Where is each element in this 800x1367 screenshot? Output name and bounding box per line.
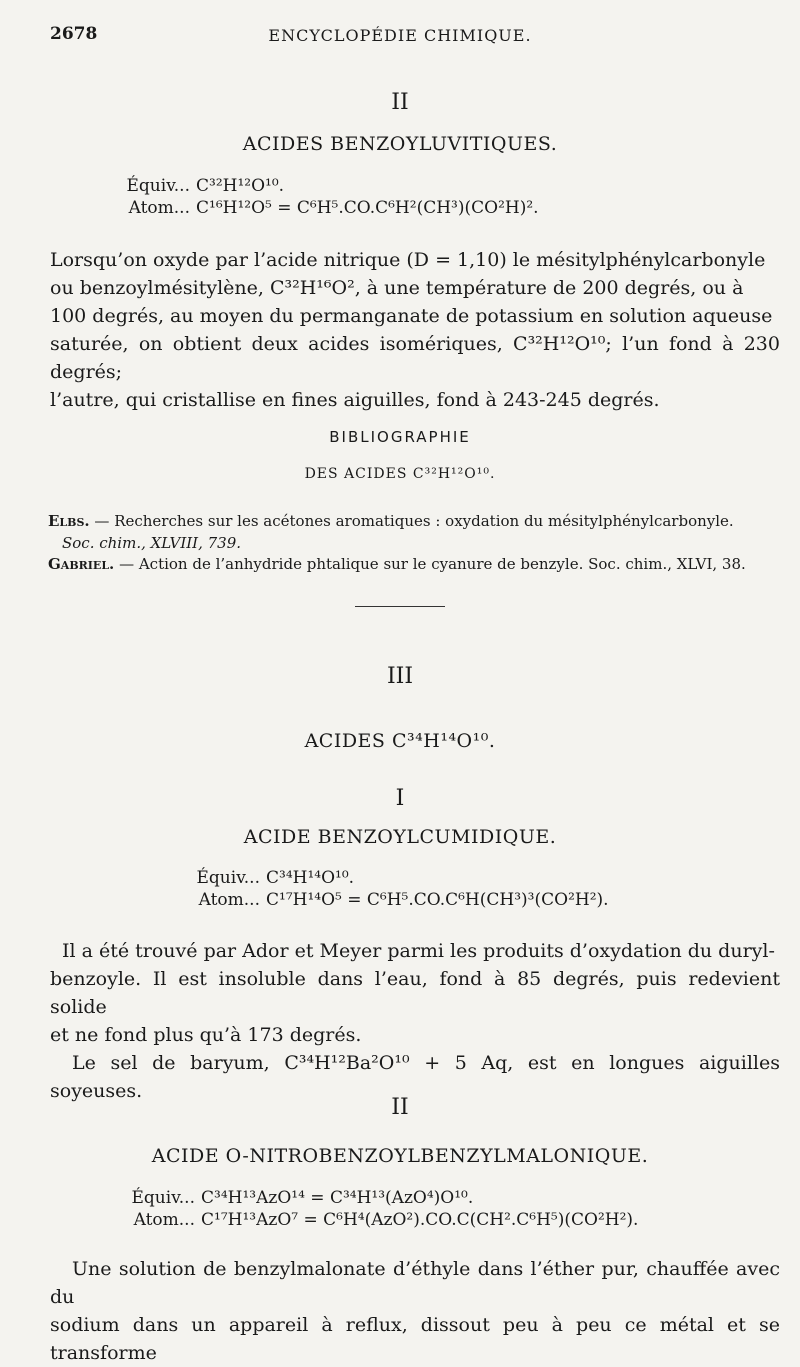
equiv-label: Équiv... [131,1188,195,1208]
equiv-label: Équiv... [196,868,260,888]
page-number: 2678 [50,24,98,44]
atom-label: Atom... [198,890,260,910]
section-title: ACIDES BENZOYLUVITIQUES. [242,133,558,155]
reference-text: — Recherches sur les acétones aromatiques : oxydation du mésitylphénylcarbonyle. [94,512,734,530]
page-header [0,22,800,52]
reference-source: Soc. chim., XLVIII, 739. [62,534,242,552]
atom-formula: C¹⁷H¹³AzO⁷ = C⁶H⁴(AzO²).CO.C(CH².C⁶H⁵)(CO²H²). [201,1210,639,1230]
subsection-numeral: I [395,786,405,811]
reference-author: Gabriel. [48,555,115,573]
paragraph-line: saturée, on obtient deux acides isomériques, C³²H¹²O¹⁰; l’un fond à 230 degrés; [50,333,780,383]
bibliography-subtitle: DES ACIDES C³²H¹²O¹⁰. [304,466,496,482]
running-title: ENCYCLOPÉDIE CHIMIQUE. [268,26,532,45]
paragraph-line: 100 degrés, au moyen du permanganate de potassium en solution aqueuse [50,305,773,327]
section-title: ACIDES C³⁴H¹⁴O¹⁰. [304,730,496,752]
paragraph-line: Il a été trouvé par Ador et Meyer parmi les produits d’oxydation du duryl- [62,940,775,962]
atom-formula: C¹⁶H¹²O⁵ = C⁶H⁵.CO.C⁶H²(CH³)(CO²H)². [196,198,539,218]
formula-block [95,1187,638,1231]
section-numeral: II [391,90,409,115]
paragraph-line: Lorsqu’on oxyde par l’acide nitrique (D = 1,10) le mésitylphénylcarbonyle [50,249,766,271]
atom-label: Atom... [128,198,190,218]
equiv-formula: C³⁴H¹⁴O¹⁰. [266,868,355,888]
reference-elbs [48,510,783,554]
paragraph-line: et ne fond plus qu’à 173 degrés. [50,1024,362,1046]
equiv-formula: C³²H¹²O¹⁰. [196,176,285,196]
subsection-numeral: II [391,1095,409,1120]
equiv-formula: C³⁴H¹³AzO¹⁴ = C³⁴H¹³(AzO⁴)O¹⁰. [201,1188,474,1208]
paragraph-line: ou benzoylmésitylène, C³²H¹⁶O², à une température de 200 degrés, ou à [50,277,744,299]
paragraph-line: benzoyle. Il est insoluble dans l’eau, fond à 85 degrés, puis redevient solide [50,968,780,1018]
formula-block [160,867,609,911]
paragraph [50,1255,780,1367]
reference-text: — Action de l’anhydride phtalique sur le cyanure de benzyle. Soc. chim., XLVI, 38. [119,555,746,573]
reference-gabriel [48,553,783,575]
paragraph [50,937,780,1105]
subsection-title: ACIDE O-NITROBENZOYLBENZYLMALONIQUE. [151,1145,649,1167]
subsection-title: ACIDE BENZOYLCUMIDIQUE. [243,826,557,848]
paragraph-line: l’autre, qui cristallise en fines aiguilles, fond à 243-245 degrés. [50,389,660,411]
section-numeral: III [386,664,414,689]
atom-formula: C¹⁷H¹⁴O⁵ = C⁶H⁵.CO.C⁶H(CH³)³(CO²H²). [266,890,609,910]
reference-author: Elbs. [48,512,90,530]
formula-block [90,175,539,219]
bibliography-title: BIBLIOGRAPHIE [329,428,471,446]
paragraph-line: sodium dans un appareil à reflux, dissout peu à peu ce métal et se transforme [50,1314,780,1364]
paragraph-line: Une solution de benzylmalonate d’éthyle dans l’éther pur, chauffée avec du [50,1258,780,1308]
section-divider [355,606,445,607]
paragraph [50,246,780,414]
equiv-label: Équiv... [126,176,190,196]
salt-line: Le sel de baryum, C³⁴H¹²Ba²O¹⁰ + 5 Aq, est en longues aiguilles soyeuses. [50,1052,780,1102]
atom-label: Atom... [133,1210,195,1230]
